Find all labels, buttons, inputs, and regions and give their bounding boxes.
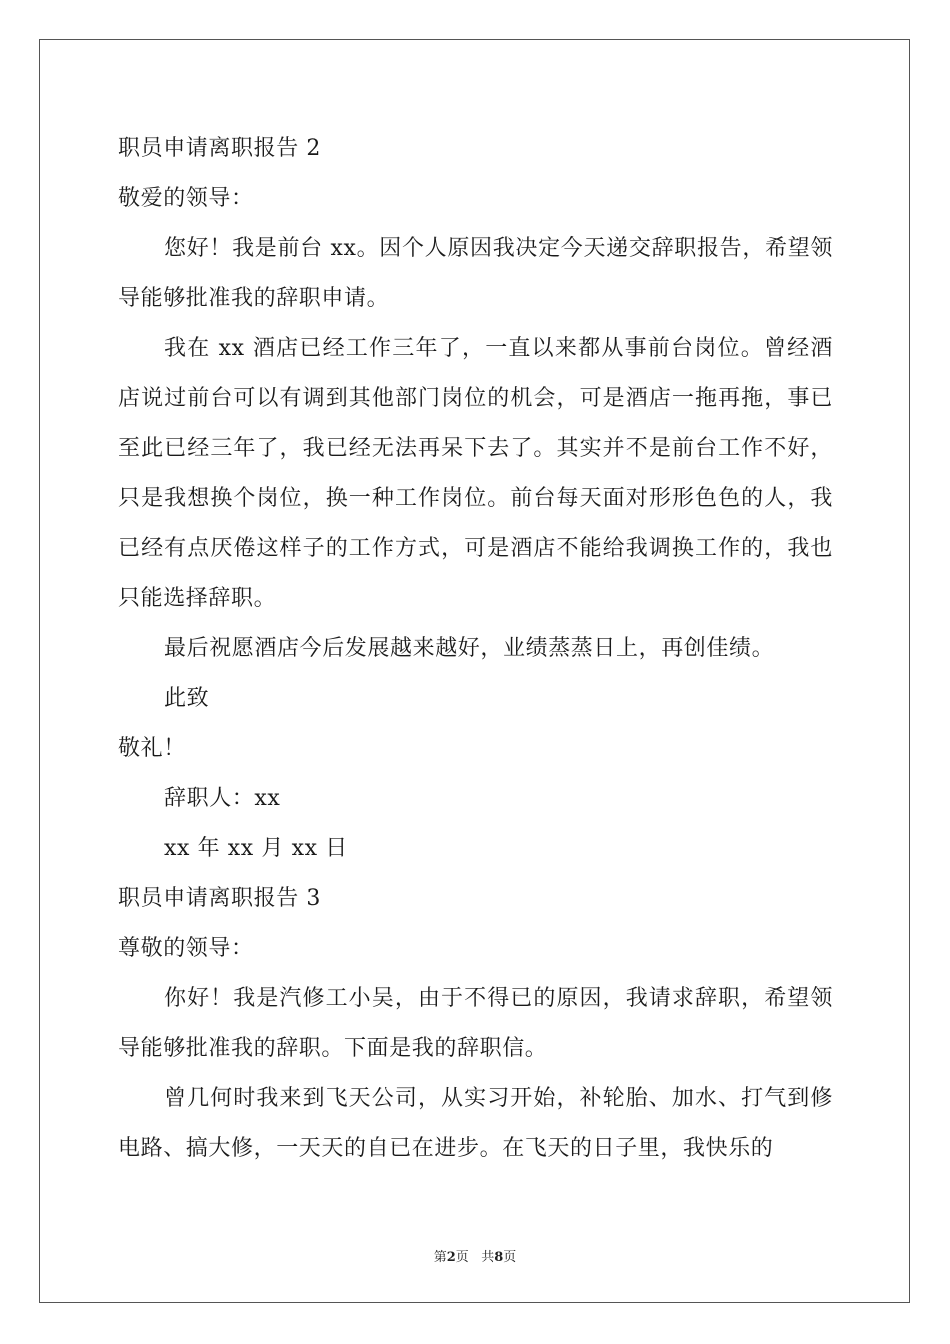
closing-line: 此致	[164, 686, 210, 711]
date-line: xx 年 xx 月 xx 日	[164, 836, 348, 861]
page-footer	[0, 1246, 950, 1265]
document-body	[118, 124, 833, 1174]
page-suffix: 页	[455, 1250, 469, 1265]
paragraph: 您好！我是前台 xx。因个人原因我决定今天递交辞职报告，希望领导能够批准我的辞职申请。	[118, 236, 833, 311]
current-page-number: 2	[446, 1250, 456, 1265]
paragraph: 你好！我是汽修工小吴，由于不得已的原因，我请求辞职，希望领导能够批准我的辞职。下面是我的辞职信。	[118, 986, 833, 1061]
closing-salute: 敬礼！	[118, 736, 186, 761]
total-suffix: 页	[503, 1250, 517, 1265]
paragraph: 最后祝愿酒店今后发展越来越好，业绩蒸蒸日上，再创佳绩。	[164, 636, 775, 661]
page-prefix: 第	[433, 1250, 447, 1265]
section-title: 职员申请离职报告 2	[118, 136, 321, 161]
salutation: 敬爱的领导：	[118, 186, 254, 211]
total-prefix: 共	[481, 1250, 495, 1265]
salutation: 尊敬的领导：	[118, 936, 254, 961]
total-page-number: 8	[494, 1250, 504, 1265]
paragraph: 我在 xx 酒店已经工作三年了，一直以来都从事前台岗位。曾经酒店说过前台可以有调到其他部门岗位的机会，可是酒店一拖再拖，事已至此已经三年了，我已经无法再呆下去了。其实并不是前台工作不好，只是我想换个岗位，换一种工作岗位。前台每天面对形形色色的人，我已经有点厌倦这样子的工作方式，可是酒店不能给我调换工作的，我也只能选择辞职。	[118, 336, 833, 611]
paragraph: 曾几何时我来到飞天公司，从实习开始，补轮胎、加水、打气到修电路、搞大修，一天天的自已在进步。在飞天的日子里，我快乐的	[118, 1086, 833, 1161]
signer-line: 辞职人：xx	[164, 786, 281, 811]
section-title: 职员申请离职报告 3	[118, 886, 321, 911]
